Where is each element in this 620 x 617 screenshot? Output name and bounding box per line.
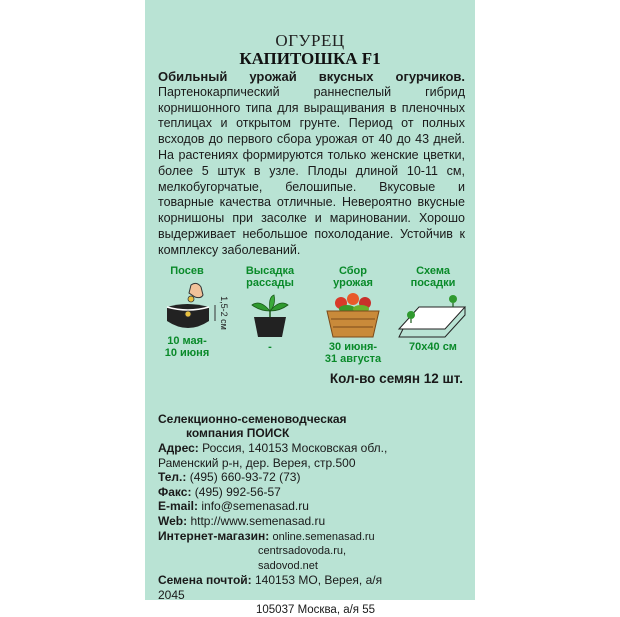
description-text: Партенокарпический раннеспелый гибрид корнишонного типа для выращивания в пленочных теплицах и открытом грунте. Период от полных всходов до первого сбора урожая от 40 до 43 дней. На растениях формируются только женские цветки, более 5 штук в узле. Плоды длиной 10-11 см, мелкобугорчатые, белошипые. Вкусовые и товарные качества отличные. Невероятно вкусные корнишоны при засолке и мариновании. Хорошо выдерживает небольшое похолодание. Устойчив к комплексу заболеваний. <box>158 84 465 257</box>
icon-row <box>145 265 475 365</box>
tel-key: Тел.: <box>158 470 187 485</box>
shop-key: Интернет-магазин: <box>158 528 270 543</box>
scheme-label-1: Схема <box>416 265 450 277</box>
crop-title: ОГУРЕЦ <box>275 31 345 50</box>
email-value: info@semenasad.ru <box>201 499 309 514</box>
transplant-label-1: Высадка <box>245 265 295 277</box>
seedling-pot-icon <box>230 289 310 341</box>
harvest-date-start: 30 июня- <box>328 341 378 353</box>
harvest-date-end: 31 августа <box>324 353 382 365</box>
address-line-2: Раменский р-н, дер. Верея, стр.500 <box>158 455 356 470</box>
mail-key: Семена почтой: <box>158 573 252 588</box>
email-key: E-mail: <box>158 499 199 514</box>
mail-value-1: 140153 МО, Верея, а/я 2045 <box>158 573 383 602</box>
mail-value-2: 105037 Москва, а/я 55 <box>256 603 376 616</box>
sowing-date-end: 10 июня <box>164 347 210 359</box>
harvest-label-2: урожая <box>333 277 373 289</box>
web-key: Web: <box>158 513 188 528</box>
company-line-2: компания ПОИСК <box>186 426 290 440</box>
harvest-block <box>313 265 393 365</box>
blank-label-area <box>548 398 620 600</box>
sowing-block <box>147 265 227 359</box>
scheme-block <box>393 265 473 353</box>
shop-value-1: online.semenasad.ru <box>272 530 375 543</box>
shop-value-2: centrsadovoda.ru, sadovod.net <box>258 545 347 572</box>
transplant-block <box>230 265 310 353</box>
address-line-1: Россия, 140153 Московская обл., <box>202 441 388 455</box>
transplant-value: - <box>268 341 272 353</box>
planting-scheme-icon <box>393 289 473 341</box>
depth-label: 1,5-2 см <box>219 296 229 330</box>
seed-packet <box>145 0 475 616</box>
scheme-value: 70х40 см <box>409 341 457 353</box>
scheme-label-2: посадки <box>410 277 456 289</box>
transplant-label-2: рассады <box>246 277 294 289</box>
harvest-basket-icon <box>313 289 393 341</box>
fax-value: (495) 992-56-57 <box>194 484 281 499</box>
contact-info <box>158 441 408 617</box>
address-key: Адрес: <box>158 441 199 455</box>
web-value: http://www.semenasad.ru <box>190 513 326 528</box>
tel-value: (495) 660-93-72 (73) <box>189 470 301 485</box>
variety-title: КАПИТОШКА F1 <box>239 49 381 68</box>
harvest-label-1: Сбор <box>338 265 368 277</box>
seed-count: Кол-во семян 12 шт. <box>329 371 463 386</box>
company-line-1: Селекционно-семеноводческая <box>158 412 347 426</box>
sowing-icon <box>147 277 227 335</box>
fax-key: Факс: <box>158 484 192 499</box>
description <box>158 69 465 259</box>
lead-text: Обильный урожай вкусных огурчиков. <box>158 69 465 84</box>
sowing-label: Посев <box>170 265 204 277</box>
sowing-date-start: 10 мая- <box>167 335 207 347</box>
company-name <box>158 412 347 440</box>
